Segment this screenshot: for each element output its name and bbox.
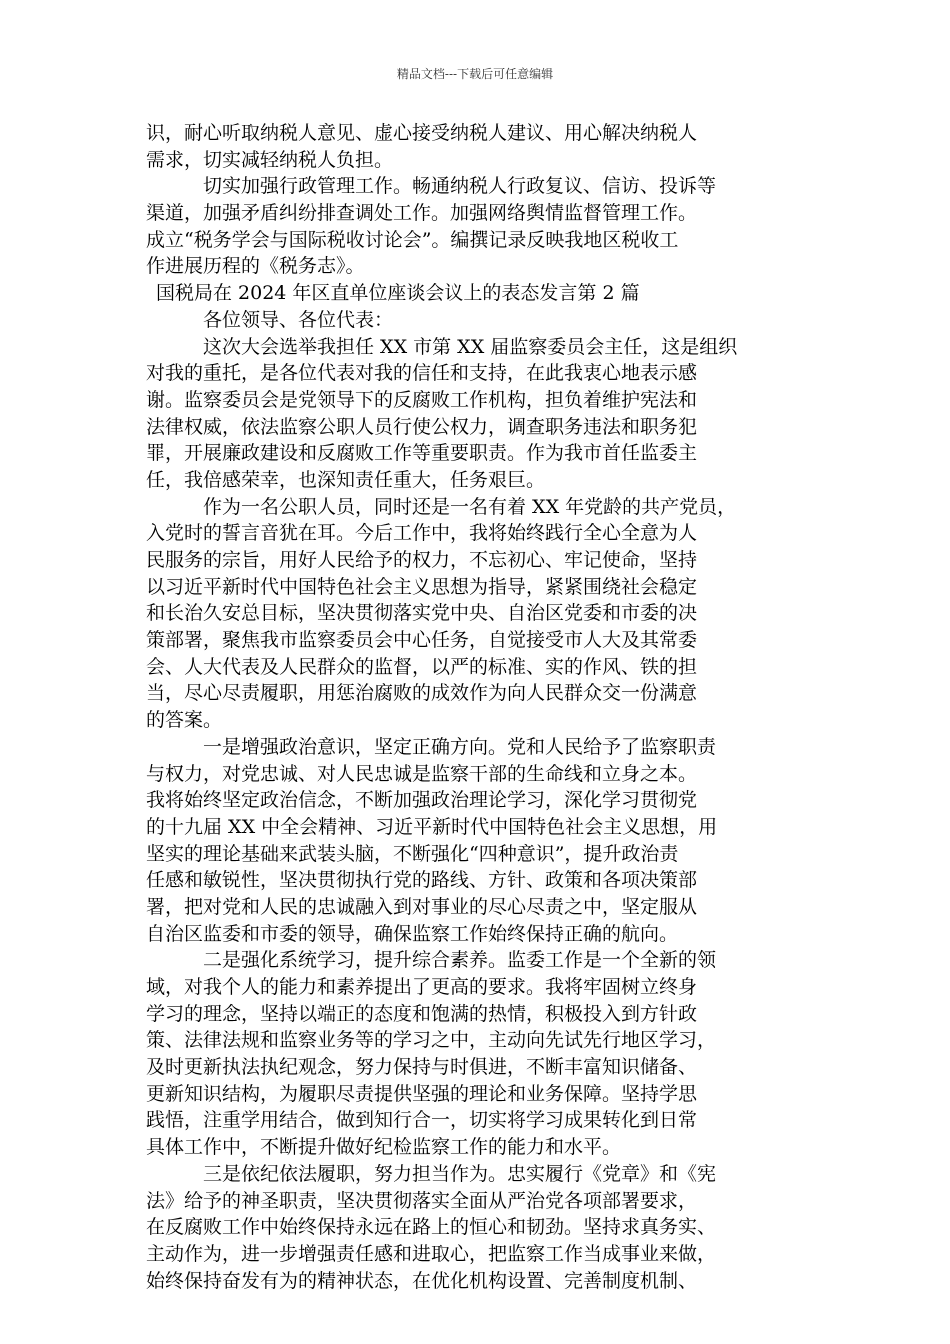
text-line: 在反腐败工作中始终保持永远在路上的恒心和韧劲。坚持求真务实、 xyxy=(146,1216,717,1239)
text-line: 始终保持奋发有为的精神状态，在优化机构设置、完善制度机制、 xyxy=(146,1269,698,1292)
text-line: 域，对我个人的能力和素养提出了更高的要求。我将牢固树立终身 xyxy=(146,976,698,998)
text-line: 更新知识结构，为履职尽责提供坚强的理论和业务保障。坚持学思 xyxy=(146,1082,698,1105)
text-line: 这次大会选举我担任 XX 市第 XX 届监察委员会主任，这是组织 xyxy=(203,335,738,358)
text-line: 主动作为，进一步增强责任感和进取心，把监察工作当成事业来做， xyxy=(146,1242,717,1265)
text-line: 对我的重托，是各位代表对我的信任和支持，在此我衷心地表示感 xyxy=(146,362,698,385)
text-line: 当，尽心尽责履职，用惩治腐败的成效作为向人民群众交一份满意 xyxy=(146,682,698,705)
text-line: 及时更新执法执纪观念，努力保持与时俱进，不断丰富知识储备、 xyxy=(146,1056,698,1079)
text-line: 国税局在 2024 年区直单位座谈会议上的表态发言第 2 篇 xyxy=(156,282,640,305)
text-line: 切实加强行政管理工作。畅通纳税人行政复议、信访、投诉等 xyxy=(203,175,717,198)
text-line: 坚实的理论基础来武装头脑，不断强化“四种意识”，提升政治责 xyxy=(146,842,679,865)
text-line: 需求，切实减轻纳税人负担。 xyxy=(146,148,394,171)
text-line: 法》给予的神圣职责，坚决贯彻落实全面从严治党各项部署要求， xyxy=(146,1189,698,1212)
text-line: 作进展历程的《税务志》。 xyxy=(146,255,365,278)
text-line: 识，耐心听取纳税人意见、虚心接受纳税人建议、用心解决纳税人 xyxy=(146,122,698,144)
text-line: 作为一名公职人员，同时还是一名有着 XX 年党龄的共产党员， xyxy=(203,495,737,518)
text-line: 罪，开展廉政建设和反腐败工作等重要职责。作为我市首任监委主 xyxy=(146,442,698,465)
text-line: 成立“税务学会与国际税收讨论会”。编撰记录反映我地区税收工 xyxy=(146,228,679,251)
text-line: 具体工作中，不断提升做好纪检监察工作的能力和水平。 xyxy=(146,1136,622,1159)
text-line: 入党时的誓言音犹在耳。今后工作中，我将始终践行全心全意为人 xyxy=(146,522,698,545)
text-line: 各位领导、各位代表： xyxy=(203,308,394,331)
text-line: 策部署，聚焦我市监察委员会中心任务，自觉接受市人大及其常委 xyxy=(146,629,698,652)
text-line: 二是强化系统学习，提升综合素养。监委工作是一个全新的领 xyxy=(203,949,717,972)
text-line: 民服务的宗旨，用好人民给予的权力，不忘初心、牢记使命，坚持 xyxy=(146,549,698,571)
text-line: 任感和敏锐性，坚决贯彻执行党的路线、方针、政策和各项决策部 xyxy=(146,869,698,892)
text-line: 任，我倍感荣幸，也深知责任重大，任务艰巨。 xyxy=(146,468,546,491)
text-line: 以习近平新时代中国特色社会主义思想为指导，紧紧围绕社会稳定 xyxy=(146,575,698,598)
text-line: 渠道，加强矛盾纠纷排查调处工作。加强网络舆情监督管理工作。 xyxy=(146,202,698,225)
text-line: 署，把对党和人民的忠诚融入到对事业的尽心尽责之中，坚定服从 xyxy=(146,895,698,918)
text-line: 和长治久安总目标，坚决贯彻落实党中央、自治区党委和市委的决 xyxy=(146,602,698,625)
text-line: 的答案。 xyxy=(146,709,223,732)
text-line: 我将始终坚定政治信念，不断加强政治理论学习，深化学习贯彻党 xyxy=(146,789,698,812)
text-line: 三是依纪依法履职，努力担当作为。忠实履行《党章》和《宪 xyxy=(203,1162,717,1185)
text-line: 自治区监委和市委的领导，确保监察工作始终保持正确的航向。 xyxy=(146,922,679,945)
text-line: 法律权威，依法监察公职人员行使公权力，调查职务违法和职务犯 xyxy=(146,415,698,438)
text-line: 策、法律法规和监察业务等的学习之中，主动向先试先行地区学习， xyxy=(146,1029,717,1052)
text-line: 学习的理念，坚持以端正的态度和饱满的热情，积极投入到方针政 xyxy=(146,1002,698,1025)
text-line: 的十九届 XX 中全会精神、习近平新时代中国特色社会主义思想，用 xyxy=(146,815,718,838)
page-header: 精品文档---下载后可任意编辑 xyxy=(396,67,554,81)
document-body xyxy=(146,120,806,1294)
text-line: 谢。监察委员会是党领导下的反腐败工作机构，担负着维护宪法和 xyxy=(146,388,698,411)
text-line: 践悟，注重学用结合，做到知行合一，切实将学习成果转化到日常 xyxy=(146,1109,698,1132)
text-line: 会、人大代表及人民群众的监督，以严的标准、实的作风、铁的担 xyxy=(146,655,698,678)
text-line: 一是增强政治意识，坚定正确方向。党和人民给予了监察职责 xyxy=(203,735,717,758)
text-line: 与权力，对党忠诚、对人民忠诚是监察干部的生命线和立身之本。 xyxy=(146,762,698,785)
